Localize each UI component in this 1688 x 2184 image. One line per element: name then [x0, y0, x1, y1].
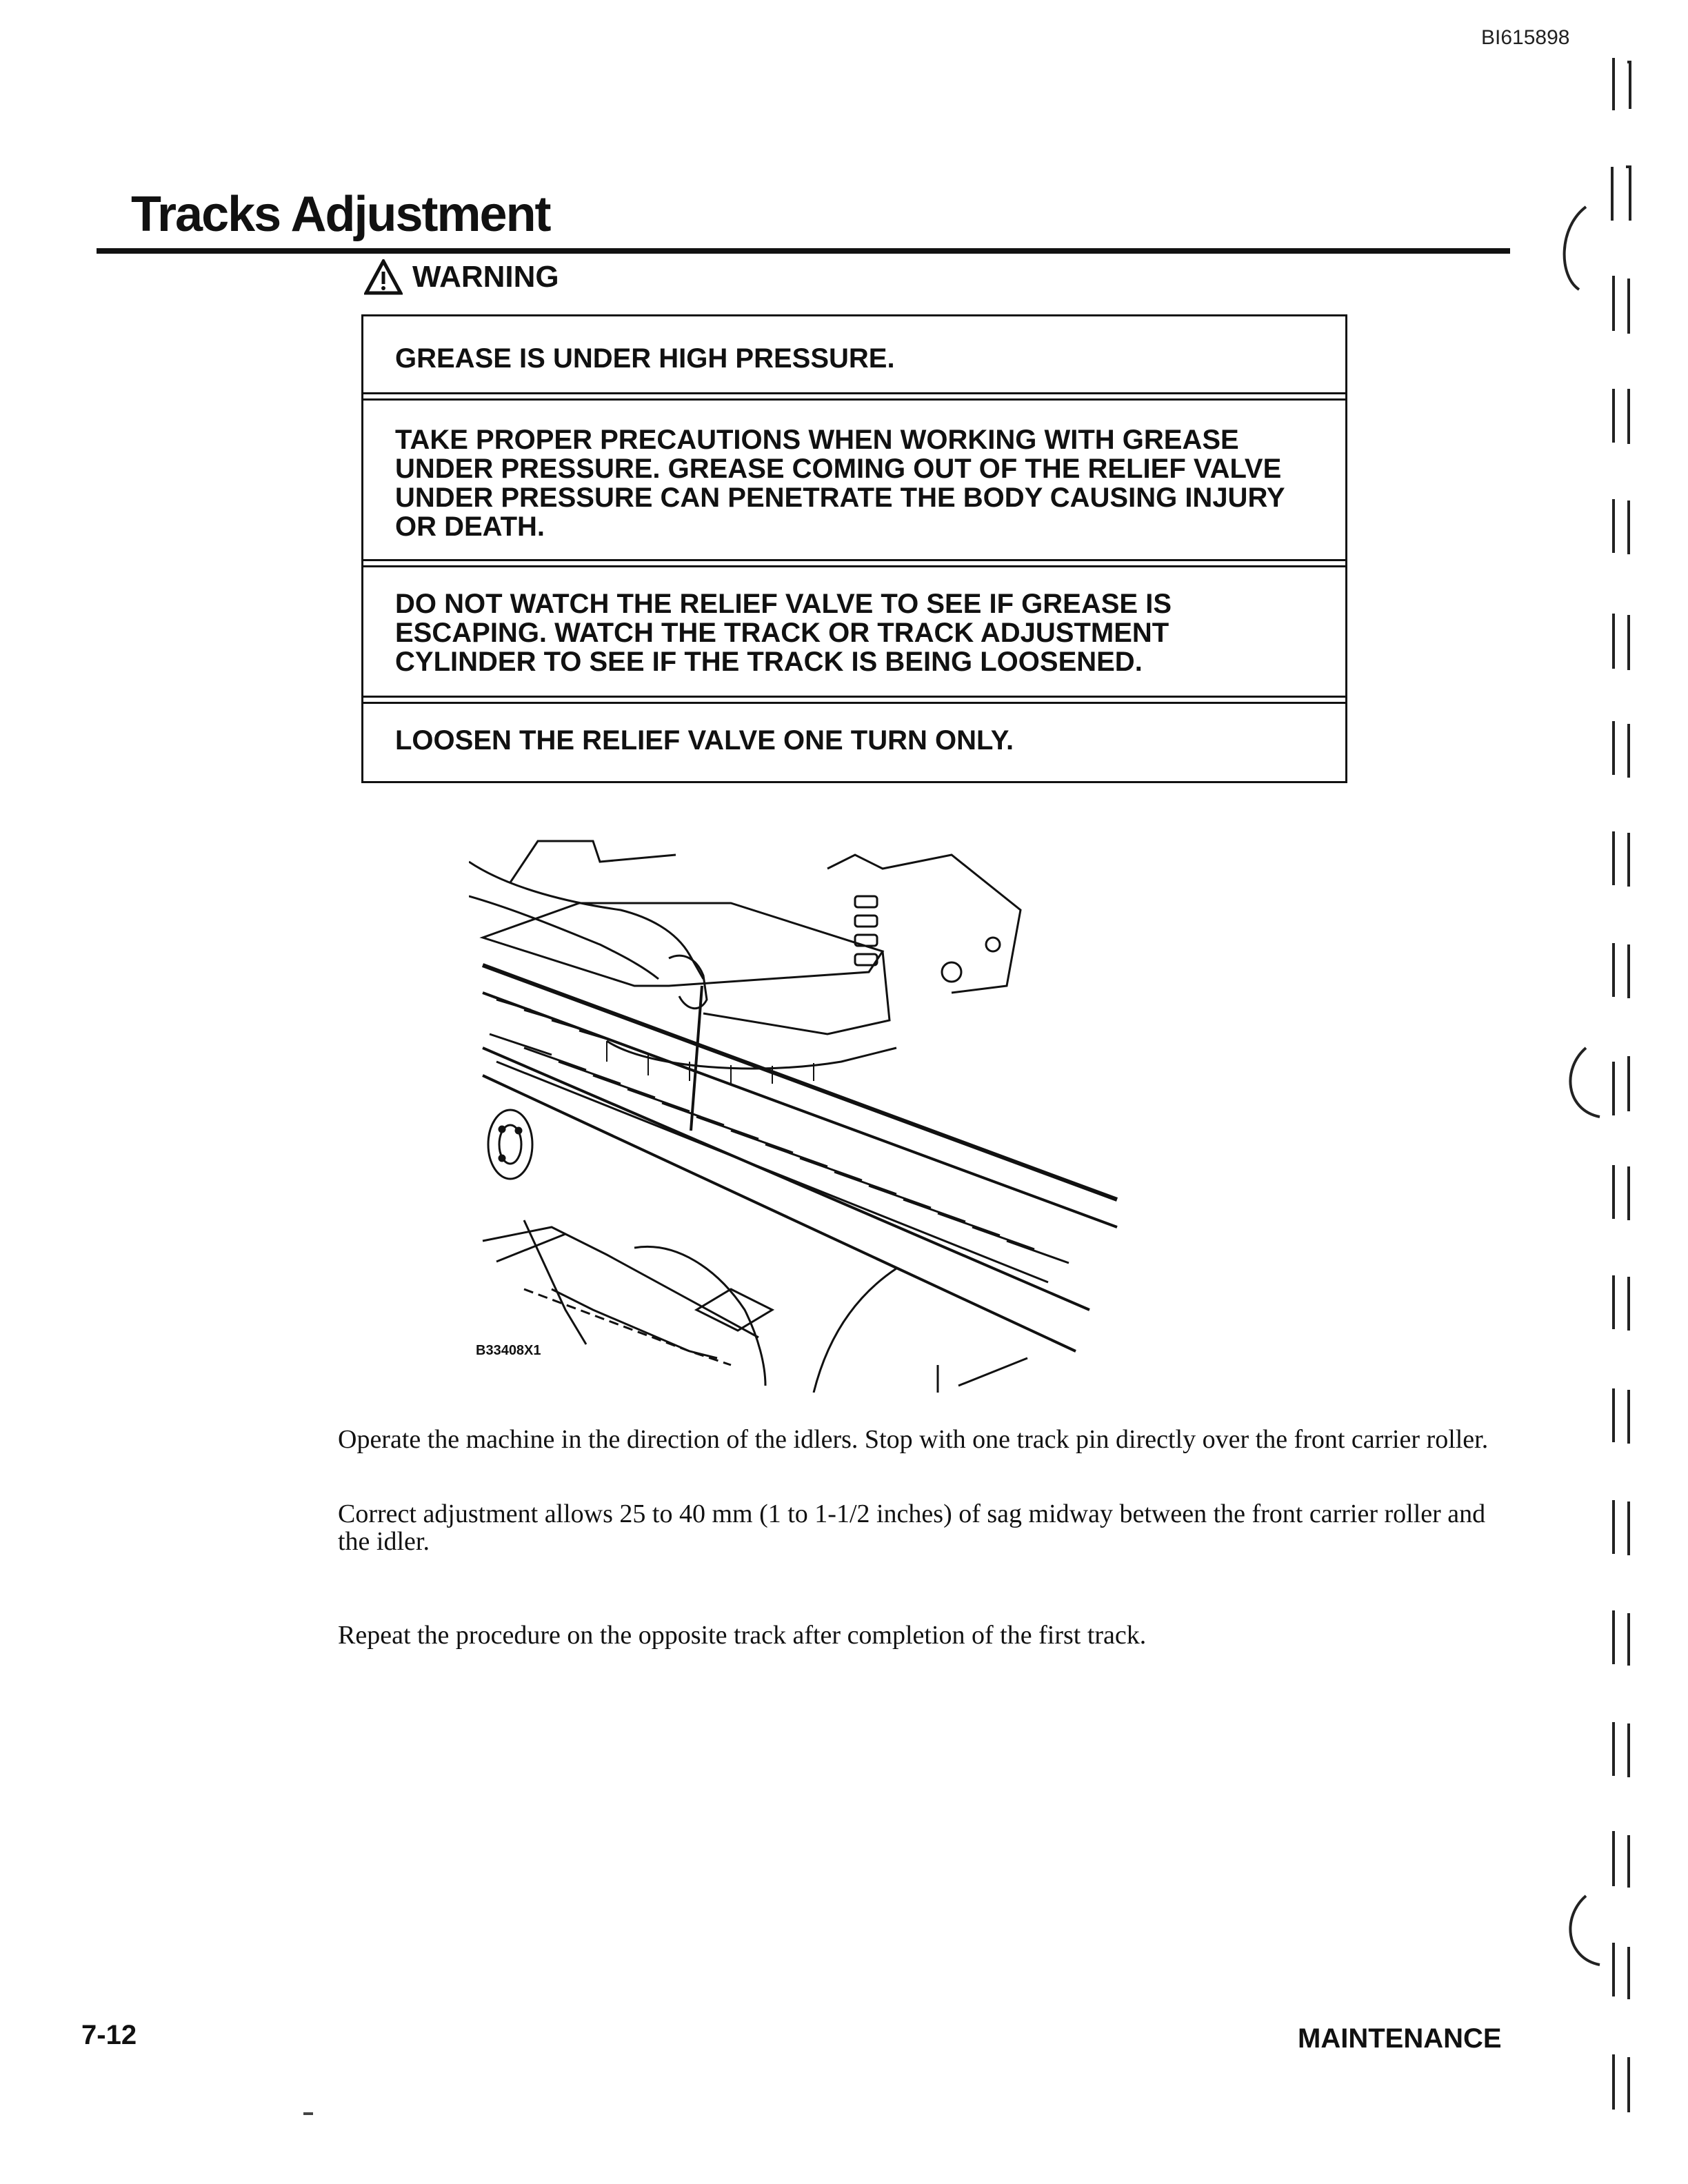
- page-title: Tracks Adjustment: [131, 187, 550, 242]
- paragraph-operate: Operate the machine in the direction of the idlers. Stop with one track pin directly over the front carrier roller.: [338, 1425, 1489, 1454]
- warning-text-3: DO NOT WATCH THE RELIEF VALVE TO SEE IF GREASE IS ESCAPING. WATCH THE TRACK OR TRACK ADJUSTMENT CYLINDER TO SEE IF THE TRACK IS BEING LOOSENED.: [395, 589, 1172, 677]
- paragraph-adjustment: Correct adjustment allows 25 to 40 mm (1 to 1-1/2 inches) of sag midway between the front carrier roller and the idler.: [338, 1499, 1486, 1556]
- warning-box: [361, 314, 1347, 783]
- warning-text-1: GREASE IS UNDER HIGH PRESSURE.: [395, 343, 895, 374]
- title-rule: [97, 248, 1510, 254]
- warning-divider: [363, 696, 1345, 704]
- track-adjustment-illustration: [469, 813, 1124, 1393]
- paragraph-repeat: Repeat the procedure on the opposite track after completion of the first track.: [338, 1621, 1147, 1650]
- warning-text-2: TAKE PROPER PRECAUTIONS WHEN WORKING WITH GREASE UNDER PRESSURE. GREASE COMING OUT OF THE RELIEF VALVE UNDER PRESSURE CAN PENETRATE THE BODY CAUSING INJURY OR DEATH.: [395, 425, 1285, 542]
- figure-code: B33408X1: [476, 1343, 541, 1358]
- binder-ring-holes: [1545, 48, 1669, 2158]
- warning-divider: [363, 392, 1345, 401]
- page-number: 7-12: [81, 2020, 137, 2050]
- stray-mark: [303, 2112, 313, 2115]
- warning-heading: [364, 256, 559, 298]
- warning-text-4: LOOSEN THE RELIEF VALVE ONE TURN ONLY.: [395, 725, 1014, 756]
- warning-divider: [363, 559, 1345, 567]
- warning-label: WARNING: [412, 260, 559, 294]
- warning-triangle-icon: [364, 259, 403, 295]
- document-id: BI615898: [1481, 26, 1570, 49]
- section-name: MAINTENANCE: [1298, 2023, 1502, 2054]
